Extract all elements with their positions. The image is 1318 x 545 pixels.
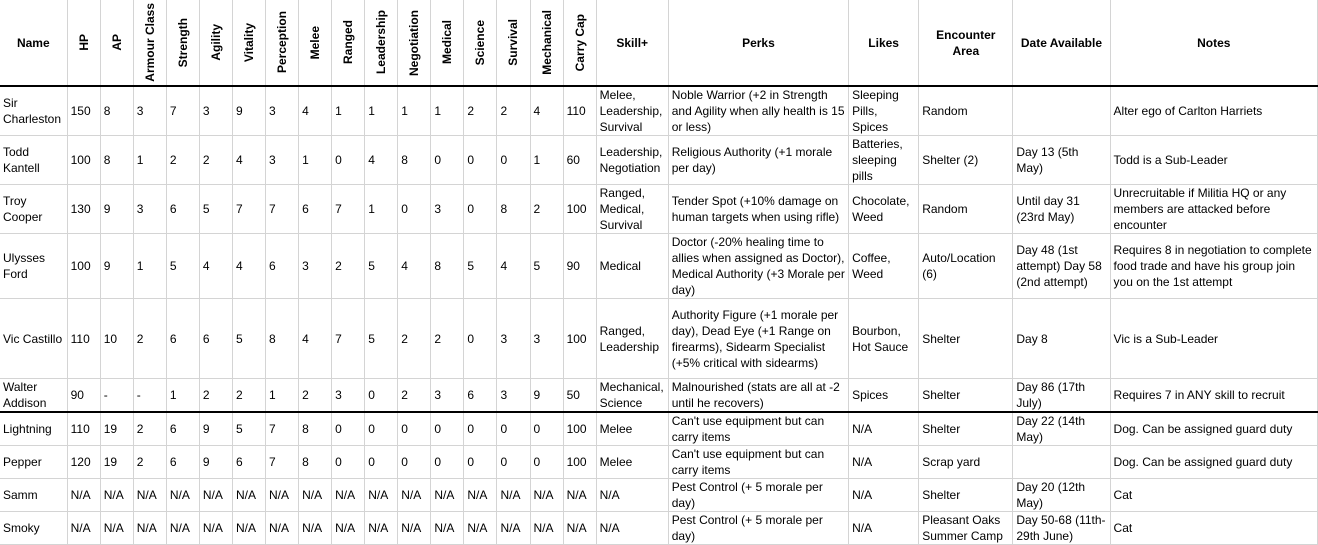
- cell-survival: 0: [497, 412, 530, 446]
- cell-melee: 4: [299, 86, 332, 136]
- cell-ranged: 0: [332, 412, 365, 446]
- cell-skill-plus: N/A: [596, 512, 668, 545]
- table-row: [0, 412, 1318, 446]
- cell-armour-class: 1: [133, 136, 166, 185]
- cell-negotiation: N/A: [398, 479, 431, 512]
- cell-name: Samm: [0, 479, 67, 512]
- cell-perks: Pest Control (+ 5 morale per day): [668, 512, 848, 545]
- cell-encounter-area: Pleasant Oaks Summer Camp: [919, 512, 1013, 545]
- header-perception: Perception: [266, 0, 299, 86]
- cell-science: 0: [464, 446, 497, 479]
- header-skill-plus: Skill+: [596, 0, 668, 86]
- cell-notes: Alter ego of Carlton Harriets: [1110, 86, 1317, 136]
- cell-ap: N/A: [100, 479, 133, 512]
- cell-carry-cap: 60: [563, 136, 596, 185]
- header-medical: Medical: [431, 0, 464, 86]
- cell-armour-class: 2: [133, 299, 166, 379]
- cell-name: Walter Addison: [0, 379, 67, 413]
- cell-date-available: Day 86 (17th July): [1013, 379, 1110, 413]
- cell-carry-cap: 110: [563, 86, 596, 136]
- cell-perks: Noble Warrior (+2 in Strength and Agility when ally health is 15 or less): [668, 86, 848, 136]
- cell-likes: Spices: [849, 379, 919, 413]
- cell-survival: 3: [497, 299, 530, 379]
- cell-mechanical: N/A: [530, 479, 563, 512]
- cell-hp: 130: [67, 185, 100, 234]
- header-date-available: Date Available: [1013, 0, 1110, 86]
- cell-skill-plus: Melee: [596, 412, 668, 446]
- cell-negotiation: 8: [398, 136, 431, 185]
- cell-vitality: N/A: [232, 479, 265, 512]
- cell-skill-plus: Medical: [596, 234, 668, 299]
- cell-armour-class: 3: [133, 185, 166, 234]
- header-negotiation: Negotiation: [398, 0, 431, 86]
- cell-date-available: Day 20 (12th May): [1013, 479, 1110, 512]
- cell-perception: 7: [266, 412, 299, 446]
- table-row: [0, 512, 1318, 545]
- cell-survival: N/A: [497, 512, 530, 545]
- cell-vitality: 5: [232, 299, 265, 379]
- cell-melee: 8: [299, 412, 332, 446]
- cell-ap: 10: [100, 299, 133, 379]
- cell-hp: 110: [67, 299, 100, 379]
- cell-encounter-area: Shelter: [919, 379, 1013, 413]
- cell-name: Vic Castillo: [0, 299, 67, 379]
- cell-notes: Dog. Can be assigned guard duty: [1110, 446, 1317, 479]
- cell-strength: 7: [166, 86, 199, 136]
- cell-medical: 3: [431, 379, 464, 413]
- cell-ap: 8: [100, 86, 133, 136]
- cell-ap: 19: [100, 446, 133, 479]
- cell-vitality: N/A: [232, 512, 265, 545]
- cell-ranged: 7: [332, 185, 365, 234]
- cell-medical: 0: [431, 136, 464, 185]
- cell-carry-cap: 90: [563, 234, 596, 299]
- cell-perception: 3: [266, 86, 299, 136]
- cell-likes: Batteries, sleeping pills: [849, 136, 919, 185]
- cell-survival: 0: [497, 446, 530, 479]
- cell-survival: 0: [497, 136, 530, 185]
- table-row: [0, 136, 1318, 185]
- cell-carry-cap: 100: [563, 446, 596, 479]
- header-perks: Perks: [668, 0, 848, 86]
- cell-ap: 19: [100, 412, 133, 446]
- cell-likes: Coffee, Weed: [849, 234, 919, 299]
- cell-melee: 4: [299, 299, 332, 379]
- cell-vitality: 6: [232, 446, 265, 479]
- table-row: [0, 185, 1318, 234]
- cell-hp: 150: [67, 86, 100, 136]
- cell-science: 0: [464, 412, 497, 446]
- cell-perception: 6: [266, 234, 299, 299]
- cell-strength: 6: [166, 412, 199, 446]
- cell-ap: N/A: [100, 512, 133, 545]
- cell-survival: 2: [497, 86, 530, 136]
- cell-melee: N/A: [299, 512, 332, 545]
- cell-skill-plus: Melee: [596, 446, 668, 479]
- cell-science: N/A: [464, 512, 497, 545]
- cell-ranged: 1: [332, 86, 365, 136]
- cell-science: 0: [464, 136, 497, 185]
- cell-strength: 6: [166, 185, 199, 234]
- cell-medical: 0: [431, 412, 464, 446]
- cell-perks: Can't use equipment but can carry items: [668, 446, 848, 479]
- cell-notes: Dog. Can be assigned guard duty: [1110, 412, 1317, 446]
- cell-leadership: 0: [365, 446, 398, 479]
- header-strength: Strength: [166, 0, 199, 86]
- cell-medical: 3: [431, 185, 464, 234]
- cell-encounter-area: Scrap yard: [919, 446, 1013, 479]
- cell-skill-plus: Ranged, Medical, Survival: [596, 185, 668, 234]
- cell-hp: 100: [67, 234, 100, 299]
- header-science: Science: [464, 0, 497, 86]
- cell-armour-class: N/A: [133, 479, 166, 512]
- table-row: [0, 86, 1318, 136]
- cell-negotiation: 2: [398, 299, 431, 379]
- header-survival: Survival: [497, 0, 530, 86]
- cell-vitality: 5: [232, 412, 265, 446]
- cell-hp: 100: [67, 136, 100, 185]
- cell-armour-class: 2: [133, 412, 166, 446]
- cell-encounter-area: Random: [919, 185, 1013, 234]
- cell-mechanical: 0: [530, 446, 563, 479]
- cell-leadership: 5: [365, 234, 398, 299]
- cell-carry-cap: 50: [563, 379, 596, 413]
- cell-date-available: Day 22 (14th May): [1013, 412, 1110, 446]
- cell-notes: Requires 8 in negotiation to complete food trade and have his group join you on the 1st attempt: [1110, 234, 1317, 299]
- cell-melee: 8: [299, 446, 332, 479]
- header-carry-cap: Carry Cap: [563, 0, 596, 86]
- cell-medical: 1: [431, 86, 464, 136]
- cell-armour-class: 2: [133, 446, 166, 479]
- cell-mechanical: 3: [530, 299, 563, 379]
- header-name: Name: [0, 0, 67, 86]
- cell-armour-class: N/A: [133, 512, 166, 545]
- cell-ranged: 2: [332, 234, 365, 299]
- cell-perks: Tender Spot (+10% damage on human targets when using rifle): [668, 185, 848, 234]
- cell-likes: N/A: [849, 479, 919, 512]
- cell-perception: N/A: [266, 479, 299, 512]
- cell-survival: 8: [497, 185, 530, 234]
- cell-perks: Can't use equipment but can carry items: [668, 412, 848, 446]
- cell-date-available: [1013, 446, 1110, 479]
- cell-melee: N/A: [299, 479, 332, 512]
- cell-leadership: N/A: [365, 512, 398, 545]
- cell-name: Smoky: [0, 512, 67, 545]
- header-melee: Melee: [299, 0, 332, 86]
- cell-skill-plus: Mechanical, Science: [596, 379, 668, 413]
- cell-agility: 5: [199, 185, 232, 234]
- cell-science: 5: [464, 234, 497, 299]
- cell-medical: 0: [431, 446, 464, 479]
- cell-mechanical: 4: [530, 86, 563, 136]
- cell-perception: 7: [266, 446, 299, 479]
- cell-agility: 4: [199, 234, 232, 299]
- header-ap: AP: [100, 0, 133, 86]
- cell-negotiation: 1: [398, 86, 431, 136]
- cell-likes: N/A: [849, 512, 919, 545]
- header-row: [0, 0, 1318, 86]
- cell-leadership: N/A: [365, 479, 398, 512]
- cell-date-available: Day 50-68 (11th-29th June): [1013, 512, 1110, 545]
- cell-vitality: 2: [232, 379, 265, 413]
- cell-encounter-area: Shelter: [919, 299, 1013, 379]
- cell-strength: N/A: [166, 479, 199, 512]
- cell-mechanical: 0: [530, 412, 563, 446]
- cell-leadership: 4: [365, 136, 398, 185]
- cell-strength: 6: [166, 299, 199, 379]
- cell-ranged: N/A: [332, 512, 365, 545]
- cell-vitality: 9: [232, 86, 265, 136]
- cell-name: Sir Charleston: [0, 86, 67, 136]
- cell-survival: N/A: [497, 479, 530, 512]
- header-hp: HP: [67, 0, 100, 86]
- cell-hp: N/A: [67, 479, 100, 512]
- cell-strength: 6: [166, 446, 199, 479]
- cell-leadership: 1: [365, 185, 398, 234]
- cell-strength: N/A: [166, 512, 199, 545]
- cell-skill-plus: N/A: [596, 479, 668, 512]
- cell-skill-plus: Leadership, Negotiation: [596, 136, 668, 185]
- cell-ranged: 7: [332, 299, 365, 379]
- cell-name: Lightning: [0, 412, 67, 446]
- header-notes: Notes: [1110, 0, 1317, 86]
- cell-encounter-area: Shelter: [919, 479, 1013, 512]
- cell-armour-class: 1: [133, 234, 166, 299]
- table-row: [0, 379, 1318, 413]
- cell-leadership: 0: [365, 412, 398, 446]
- cell-name: Todd Kantell: [0, 136, 67, 185]
- cell-date-available: Day 13 (5th May): [1013, 136, 1110, 185]
- cell-ranged: 0: [332, 446, 365, 479]
- cell-perks: Authority Figure (+1 morale per day), Dead Eye (+1 Range on firearms), Sidearm Specialist (+5% critical with sidearms): [668, 299, 848, 379]
- header-likes: Likes: [849, 0, 919, 86]
- cell-notes: Todd is a Sub-Leader: [1110, 136, 1317, 185]
- cell-hp: 110: [67, 412, 100, 446]
- cell-hp: 120: [67, 446, 100, 479]
- cell-perception: 3: [266, 136, 299, 185]
- header-armour-class: Armour Class: [133, 0, 166, 86]
- cell-vitality: 4: [232, 234, 265, 299]
- cell-ap: 8: [100, 136, 133, 185]
- cell-carry-cap: 100: [563, 185, 596, 234]
- cell-agility: N/A: [199, 479, 232, 512]
- cell-agility: 3: [199, 86, 232, 136]
- cell-encounter-area: Random: [919, 86, 1013, 136]
- cell-ap: 9: [100, 185, 133, 234]
- cell-strength: 1: [166, 379, 199, 413]
- cell-name: Troy Cooper: [0, 185, 67, 234]
- cell-carry-cap: 100: [563, 299, 596, 379]
- cell-negotiation: 0: [398, 412, 431, 446]
- cell-perception: N/A: [266, 512, 299, 545]
- cell-date-available: Until day 31 (23rd May): [1013, 185, 1110, 234]
- cell-ranged: 3: [332, 379, 365, 413]
- cell-vitality: 4: [232, 136, 265, 185]
- cell-science: 0: [464, 185, 497, 234]
- cell-notes: Cat: [1110, 512, 1317, 545]
- cell-date-available: Day 48 (1st attempt) Day 58 (2nd attempt): [1013, 234, 1110, 299]
- cell-melee: 6: [299, 185, 332, 234]
- cell-survival: 4: [497, 234, 530, 299]
- cell-vitality: 7: [232, 185, 265, 234]
- cell-ranged: 0: [332, 136, 365, 185]
- cell-medical: N/A: [431, 479, 464, 512]
- cell-strength: 2: [166, 136, 199, 185]
- table-row: [0, 479, 1318, 512]
- cell-agility: 9: [199, 446, 232, 479]
- cell-science: 6: [464, 379, 497, 413]
- cell-hp: 90: [67, 379, 100, 413]
- cell-agility: 6: [199, 299, 232, 379]
- cell-negotiation: 0: [398, 185, 431, 234]
- cell-negotiation: N/A: [398, 512, 431, 545]
- header-vitality: Vitality: [232, 0, 265, 86]
- table-row: [0, 446, 1318, 479]
- cell-likes: N/A: [849, 446, 919, 479]
- header-agility: Agility: [199, 0, 232, 86]
- cell-agility: 2: [199, 379, 232, 413]
- cell-mechanical: 5: [530, 234, 563, 299]
- table-row: [0, 299, 1318, 379]
- header-ranged: Ranged: [332, 0, 365, 86]
- cell-hp: N/A: [67, 512, 100, 545]
- cell-skill-plus: Melee, Leadership, Survival: [596, 86, 668, 136]
- cell-notes: Requires 7 in ANY skill to recruit: [1110, 379, 1317, 413]
- table-row: [0, 234, 1318, 299]
- cell-likes: Bourbon, Hot Sauce: [849, 299, 919, 379]
- cell-carry-cap: 100: [563, 412, 596, 446]
- cell-perception: 7: [266, 185, 299, 234]
- cell-mechanical: 9: [530, 379, 563, 413]
- cell-perks: Pest Control (+ 5 morale per day): [668, 479, 848, 512]
- cell-armour-class: -: [133, 379, 166, 413]
- cell-mechanical: 1: [530, 136, 563, 185]
- cell-mechanical: N/A: [530, 512, 563, 545]
- cell-name: Pepper: [0, 446, 67, 479]
- cell-melee: 1: [299, 136, 332, 185]
- cell-negotiation: 4: [398, 234, 431, 299]
- cell-skill-plus: Ranged, Leadership: [596, 299, 668, 379]
- cell-ap: 9: [100, 234, 133, 299]
- cell-perks: Religious Authority (+1 morale per day): [668, 136, 848, 185]
- cell-likes: Chocolate, Weed: [849, 185, 919, 234]
- cell-science: 0: [464, 299, 497, 379]
- cell-notes: Vic is a Sub-Leader: [1110, 299, 1317, 379]
- cell-armour-class: 3: [133, 86, 166, 136]
- cell-likes: N/A: [849, 412, 919, 446]
- cell-leadership: 0: [365, 379, 398, 413]
- cell-notes: Cat: [1110, 479, 1317, 512]
- header-encounter-area: Encounter Area: [919, 0, 1013, 86]
- cell-perks: Malnourished (stats are all at -2 until he recovers): [668, 379, 848, 413]
- cell-medical: 2: [431, 299, 464, 379]
- cell-science: 2: [464, 86, 497, 136]
- cell-agility: 2: [199, 136, 232, 185]
- cell-melee: 3: [299, 234, 332, 299]
- cell-encounter-area: Shelter: [919, 412, 1013, 446]
- cell-perception: 8: [266, 299, 299, 379]
- cell-melee: 2: [299, 379, 332, 413]
- header-mechanical: Mechanical: [530, 0, 563, 86]
- cell-medical: 8: [431, 234, 464, 299]
- cell-leadership: 5: [365, 299, 398, 379]
- cell-perks: Doctor (-20% healing time to allies when assigned as Doctor), Medical Authority (+3 Morale per day): [668, 234, 848, 299]
- cell-leadership: 1: [365, 86, 398, 136]
- cell-likes: Sleeping Pills, Spices: [849, 86, 919, 136]
- cell-negotiation: 2: [398, 379, 431, 413]
- cell-medical: N/A: [431, 512, 464, 545]
- cell-encounter-area: Auto/Location (6): [919, 234, 1013, 299]
- cell-notes: Unrecruitable if Militia HQ or any members are attacked before encounter: [1110, 185, 1317, 234]
- cell-mechanical: 2: [530, 185, 563, 234]
- cell-encounter-area: Shelter (2): [919, 136, 1013, 185]
- cell-strength: 5: [166, 234, 199, 299]
- cell-carry-cap: N/A: [563, 512, 596, 545]
- cell-ap: -: [100, 379, 133, 413]
- cell-ranged: N/A: [332, 479, 365, 512]
- cell-survival: 3: [497, 379, 530, 413]
- cell-date-available: Day 8: [1013, 299, 1110, 379]
- cell-agility: 9: [199, 412, 232, 446]
- cell-perception: 1: [266, 379, 299, 413]
- cell-negotiation: 0: [398, 446, 431, 479]
- cell-carry-cap: N/A: [563, 479, 596, 512]
- header-leadership: Leadership: [365, 0, 398, 86]
- cell-date-available: [1013, 86, 1110, 136]
- cell-agility: N/A: [199, 512, 232, 545]
- cell-science: N/A: [464, 479, 497, 512]
- cell-name: Ulysses Ford: [0, 234, 67, 299]
